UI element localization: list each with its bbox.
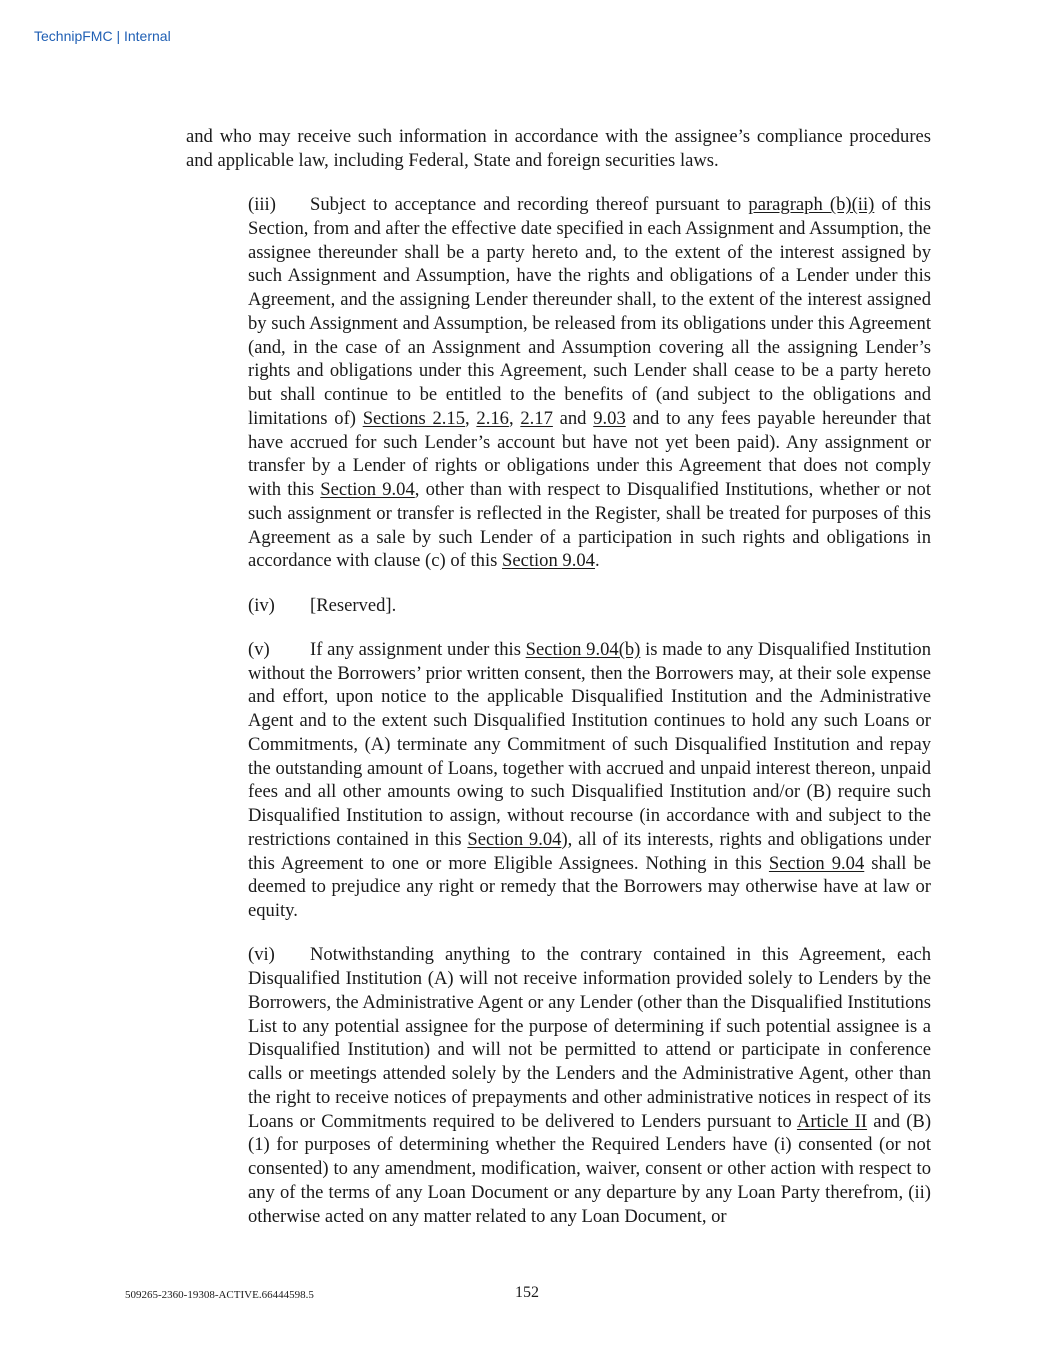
- paragraph-iii: [186, 193, 931, 573]
- paragraph-iv: [186, 594, 931, 618]
- text-run: is made to any Disqualified Institution without the Borrowers’ prior written consent, then the Borrowers may, at their sole expense and effort, upon notice to the applicable Disqualified Institution and the Administrative Agent and to the extent such Disqualified Institution continues to hold any such Loans or Commitments, (A) terminate any Commitment of such Disqualified Institution and repay the outstanding amount of Loans, together with accrued and unpaid interest thereon, unpaid fees and all other amounts owing to such Disqualified Institution and/or (B) require such Disqualified Institution to assign, without recourse (in accordance with and subject to the restrictions contained in this: [248, 638, 932, 850]
- text-run: , other than with respect to Disqualified Institutions, whether or not such assignment or transfer is reflected in the Register, shall be treated for purposes of this Agreement as a sale by such Lender of a participation in such rights and obligations in accordance with clause (c) of this: [248, 479, 931, 572]
- cross-reference: 2.17: [520, 407, 553, 429]
- text-run: .: [594, 550, 600, 572]
- text-run: ,: [508, 407, 521, 429]
- page-number: 152: [515, 1284, 539, 1301]
- text-run: If any assignment under this: [310, 638, 526, 660]
- text-run: ,: [465, 407, 477, 429]
- text-run: ), all of its interests, rights and obligations under this Agreement to one or more Eligible Assignees. Nothing in this: [248, 828, 931, 874]
- cross-reference: 9.03: [593, 407, 626, 429]
- text-run: and: [552, 407, 594, 429]
- text-run: Notwithstanding anything to the contrary contained in this Agreement, each Disqualified Institution (A) will not receive information provided solely to Lenders by the Borrowers, the Administrative Agent or any Lender (other than the Disqualified Institutions List to any potential assignee for the purpose of determining if such potential assignee is a Disqualified Institution) and will not be permitted to attend or participate in conference calls or meetings attended solely by the Lenders and the Administrative Agent, other than the right to receive notices of prepayments and other administrative notices in respect of its Loans or Commitments required to be delivered to Lenders pursuant to: [248, 944, 931, 1132]
- text-run: and (B) (1) for purposes of determining whether the Required Lenders have (i) consented (or not consented) to any amendment, modification, waiver, consent or other action with respect to any of the terms of any Loan Document or any departure by any Loan Party therefrom, (ii) otherwise acted on any matter related to any Loan Document, or: [248, 1110, 932, 1227]
- cross-reference: 2.16: [476, 407, 509, 429]
- cross-reference: paragraph (b)(ii): [748, 194, 875, 215]
- paragraph-continuation: and who may receive such information in accordance with the assignee’s compliance procedures and applicable law, including Federal, State and foreign securities laws.: [186, 126, 931, 171]
- cross-reference: Section 9.04: [320, 479, 415, 500]
- text-run: Subject to acceptance and recording thereof pursuant to: [310, 194, 749, 215]
- text-run: of this Section, from and after the effective date specified in each Assignment and Assumption, the assignee thereunder shall be a party hereto and, to the extent of the interest assigned by such Assignment and Assumption, have the rights and obligations of a Lender under this Agreement, and the assigning Lender thereunder shall, to the extent of the interest assigned by such Assignment and Assumption, be released from its obligations under this Agreement (and, in the case of an Assignment and Assumption covering all the assigning Lender’s rights and obligations under this Agreement, such Lender shall cease to be a party hereto but shall continue to be entitled to the benefits of (and subject to the obligations and limitations of): [248, 194, 932, 429]
- cross-reference: Section 9.04(b): [525, 638, 641, 660]
- classification-label: TechnipFMC | Internal: [34, 28, 171, 44]
- text-run: and to any fees payable hereunder that have accrued for such Lender’s account but have not yet been paid). Any assignment or transfer by a Lender of rights or obligations under this Agreement that does not comply with this: [248, 407, 932, 500]
- text-run: [Reserved].: [310, 594, 397, 616]
- document-id: 509265-2360-19308-ACTIVE.66444598.5: [125, 1289, 314, 1301]
- clause-number: (iv): [248, 594, 275, 616]
- document-body: [186, 125, 931, 1249]
- paragraph-v: [186, 638, 931, 923]
- cross-reference: Article II: [796, 1110, 868, 1132]
- cross-reference: Section 9.04: [502, 550, 595, 572]
- cross-reference: Sections 2.15: [362, 407, 465, 429]
- clause-number: (iii): [248, 194, 276, 215]
- cross-reference: Section 9.04: [768, 852, 865, 874]
- cross-reference: Section 9.04: [467, 828, 562, 850]
- paragraph-vi: [186, 943, 931, 1228]
- clause-number: (vi): [248, 944, 275, 966]
- text-run: shall be deemed to prejudice any right or remedy that the Borrowers may otherwise have at law or equity.: [248, 852, 931, 921]
- clause-number: (v): [248, 638, 270, 660]
